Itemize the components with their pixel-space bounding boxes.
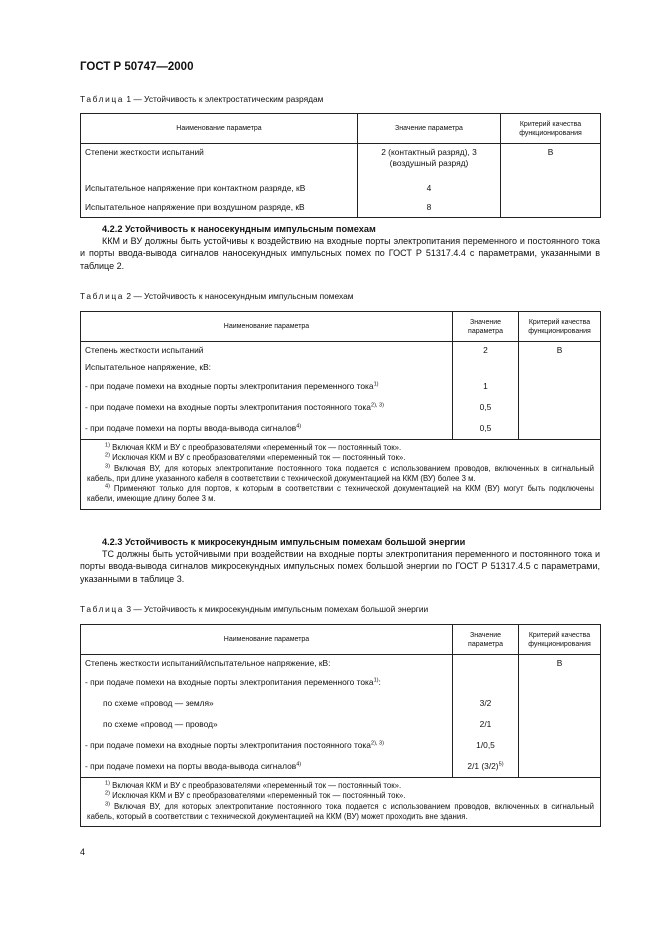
footnote-text: Включая ВУ, для которых электропитание постоянного тока подается с использованием проводов, включенных в сигнальный кабель, который в соответствии с технической документацией на ККМ (ВУ) может проходить вне здания.: [87, 801, 594, 821]
table3-caption: [80, 604, 428, 614]
footnote-mark: 4): [105, 483, 110, 490]
table1-cell-value: 2 (контактный разряд), 3 (воздушный разряд): [358, 144, 501, 178]
table3-cell-criterion: B: [519, 655, 601, 672]
table2-footnotes-row: [81, 440, 601, 510]
table1-cell-name: Испытательное напряжение при контактном разряде, кВ: [81, 178, 358, 198]
table3-cell-value: [453, 756, 519, 778]
table2-caption: [80, 291, 354, 301]
table2-cell-value: 0,5: [453, 397, 519, 418]
section-4-2-3: [80, 536, 600, 585]
table-row: [81, 358, 601, 376]
table3-cell-value: 1/0,5: [453, 735, 519, 756]
footnote-ref: 4): [296, 423, 302, 430]
table3-label: Таблица: [80, 604, 125, 614]
table1-cell-criterion: B: [501, 144, 601, 178]
table2-header-value: Значение параметра: [453, 312, 519, 342]
table2-cell-criterion: [519, 418, 601, 440]
table3-cell-name: по схеме «провод — земля»: [81, 693, 453, 714]
cell-value-text: 2/1 (3/2): [467, 761, 499, 772]
footnote-mark: 3): [105, 463, 110, 470]
table1-caption: [80, 94, 323, 104]
footnote-mark: 2): [105, 790, 110, 797]
table3-cell-criterion: [519, 693, 601, 714]
footnote-mark: 1): [105, 780, 110, 787]
table3-cell-name: [81, 735, 453, 756]
footnote-mark: 2): [105, 452, 110, 459]
footnote-text: Включая ККМ и ВУ с преобразователями «переменный ток — постоянный ток».: [109, 443, 402, 452]
table3-cell-value: 2/1: [453, 714, 519, 735]
table-row: [81, 735, 601, 756]
table1-cell-name: Степени жесткости испытаний: [81, 144, 358, 178]
table1-cell-value: 8: [358, 198, 501, 218]
table2-cell-criterion: B: [519, 342, 601, 358]
table1-header-criterion: Критерий качества функционирования: [501, 114, 601, 144]
table2-cell-value: 1: [453, 376, 519, 397]
table2-header-name: Наименование параметра: [81, 312, 453, 342]
page-number: 4: [80, 847, 86, 857]
table2-cell-criterion: [519, 358, 601, 376]
footnote: [87, 781, 594, 791]
section-paragraph: ТС должны быть устойчивыми при воздействии на входные порты электропитания переменного и постоянного тока и порты ввода-вывода сигналов микросекундных импульсных помех большой энергии по ГОСТ Р 51317.4.5 с параметрами, указанными в таблице 3.: [80, 549, 600, 584]
table3-cell-value: [453, 672, 519, 693]
footnote-ref: 1): [373, 677, 379, 684]
table2-cell-name: [81, 376, 453, 397]
table1: [80, 113, 601, 218]
table2-cell-value: 2: [453, 342, 519, 358]
table2-cell-criterion: [519, 397, 601, 418]
table-row: [81, 178, 601, 198]
table2-cell-name: Степень жесткости испытаний: [81, 342, 453, 358]
table-row: [81, 672, 601, 693]
section-heading: 4.2.3 Устойчивость к микросекундным импульсным помехам большой энергии: [102, 537, 466, 547]
table3-header-criterion: Критерий качества функционирования: [519, 625, 601, 655]
table1-header-name: Наименование параметра: [81, 114, 358, 144]
table2-label: Таблица: [80, 291, 125, 301]
table-row: [81, 376, 601, 397]
table-row: [81, 342, 601, 358]
table-row: [81, 714, 601, 735]
footnote: [87, 484, 594, 505]
document-header: ГОСТ Р 50747—2000: [80, 61, 194, 73]
table1-title: 1 — Устойчивость к электростатическим разрядам: [124, 94, 324, 104]
footnote-mark: 3): [105, 801, 110, 808]
table-row: [81, 693, 601, 714]
table2-cell-name: [81, 397, 453, 418]
footnote-ref: 2), 3): [370, 740, 385, 747]
table-row: [81, 144, 601, 178]
table2-header-criterion: Критерий качества функционирования: [519, 312, 601, 342]
table1-header-value: Значение параметра: [358, 114, 501, 144]
table1-cell-name: Испытательное напряжение при воздушном разряде, кВ: [81, 198, 358, 218]
section-paragraph: ККМ и ВУ должны быть устойчивы к воздействию на входные порты электропитания переменного и постоянного тока и порты ввода-вывода сигналов наносекундных импульсных помех по ГОСТ Р 51317.4.4 с параметрами, указанными в таблице 2.: [80, 236, 600, 271]
table1-cell-criterion: [501, 198, 601, 218]
table1-label: Таблица: [80, 94, 125, 104]
row-label: - при подаче помехи на входные порты электропитания постоянного тока: [85, 740, 371, 750]
table-row: [81, 397, 601, 418]
table3-cell-name: [81, 756, 453, 778]
table2: [80, 311, 601, 510]
footnote-ref: 2), 3): [370, 402, 385, 409]
table3-header-name: Наименование параметра: [81, 625, 453, 655]
table3-footnotes-row: [81, 778, 601, 827]
row-label: - при подаче помехи на порты ввода-вывода сигналов: [85, 761, 297, 772]
section-heading: 4.2.2 Устойчивость к наносекундным импульсным помехам: [102, 224, 376, 234]
footnote: [87, 443, 594, 453]
footnote-ref: 4): [296, 761, 302, 768]
footnote-ref: 5): [498, 761, 504, 768]
footnote-mark: 1): [105, 442, 110, 449]
table2-footnotes: [81, 440, 601, 510]
footnote-text: Применяют только для портов, к которым в соответствии с технической документацией на ККМ (ВУ) могут быть подключены кабели, имеющие длину более 3 м.: [87, 484, 594, 504]
table2-cell-value: [453, 358, 519, 376]
table3-cell-criterion: [519, 735, 601, 756]
table3-cell-value: [453, 655, 519, 672]
row-label-suffix: :: [378, 677, 381, 687]
footnote-text: Исключая ККМ и ВУ с преобразователями «переменный ток — постоянный ток».: [109, 453, 406, 463]
table1-cell-value: 4: [358, 178, 501, 198]
table3-cell-criterion: [519, 714, 601, 735]
table2-cell-criterion: [519, 376, 601, 397]
section-4-2-2: [80, 223, 600, 272]
table3-cell-criterion: [519, 756, 601, 778]
row-label: - при подаче помехи на порты ввода-вывода сигналов: [85, 423, 297, 434]
table3-cell-name: Степень жесткости испытаний/испытательное напряжение, кВ:: [81, 655, 453, 672]
row-label: - при подаче помехи на входные порты электропитания переменного тока: [85, 381, 374, 391]
table-row: [81, 418, 601, 440]
footnote-text: Включая ККМ и ВУ с преобразователями «переменный ток — постоянный ток».: [109, 781, 402, 790]
table3-header-value: Значение параметра: [453, 625, 519, 655]
table3-title: 3 — Устойчивость к микросекундным импульсным помехам большой энергии: [124, 604, 429, 614]
table-row: [81, 655, 601, 672]
table3: [80, 624, 601, 827]
footnote: [87, 464, 594, 485]
row-label: - при подаче помехи на входные порты электропитания переменного тока: [85, 677, 374, 687]
table-row: [81, 756, 601, 778]
table2-cell-name: [81, 418, 453, 440]
row-label: - при подаче помехи на входные порты электропитания постоянного тока: [85, 402, 371, 412]
footnote-text: Исключая ККМ и ВУ с преобразователями «переменный ток — постоянный ток».: [109, 791, 406, 801]
footnote: [87, 791, 594, 801]
table2-cell-value: 0,5: [453, 418, 519, 440]
footnote: [87, 453, 594, 463]
footnote: [87, 802, 594, 823]
footnote-text: Включая ВУ, для которых электропитание постоянного тока подается с использованием проводов, включенных в сигнальный кабель, при длине указанного кабеля в соответствии с технической документацией на ККМ (ВУ) более 3 м.: [87, 463, 594, 483]
table-row: [81, 198, 601, 218]
footnote-ref: 1): [373, 381, 379, 388]
table3-cell-name: по схеме «провод — провод»: [81, 714, 453, 735]
table3-cell-name: [81, 672, 453, 693]
table2-title: 2 — Устойчивость к наносекундным импульсным помехам: [124, 291, 354, 301]
table3-cell-value: 3/2: [453, 693, 519, 714]
table3-footnotes: [81, 778, 601, 827]
table1-cell-criterion: [501, 178, 601, 198]
table3-cell-criterion: [519, 672, 601, 693]
table2-cell-name: Испытательное напряжение, кВ:: [81, 358, 453, 376]
